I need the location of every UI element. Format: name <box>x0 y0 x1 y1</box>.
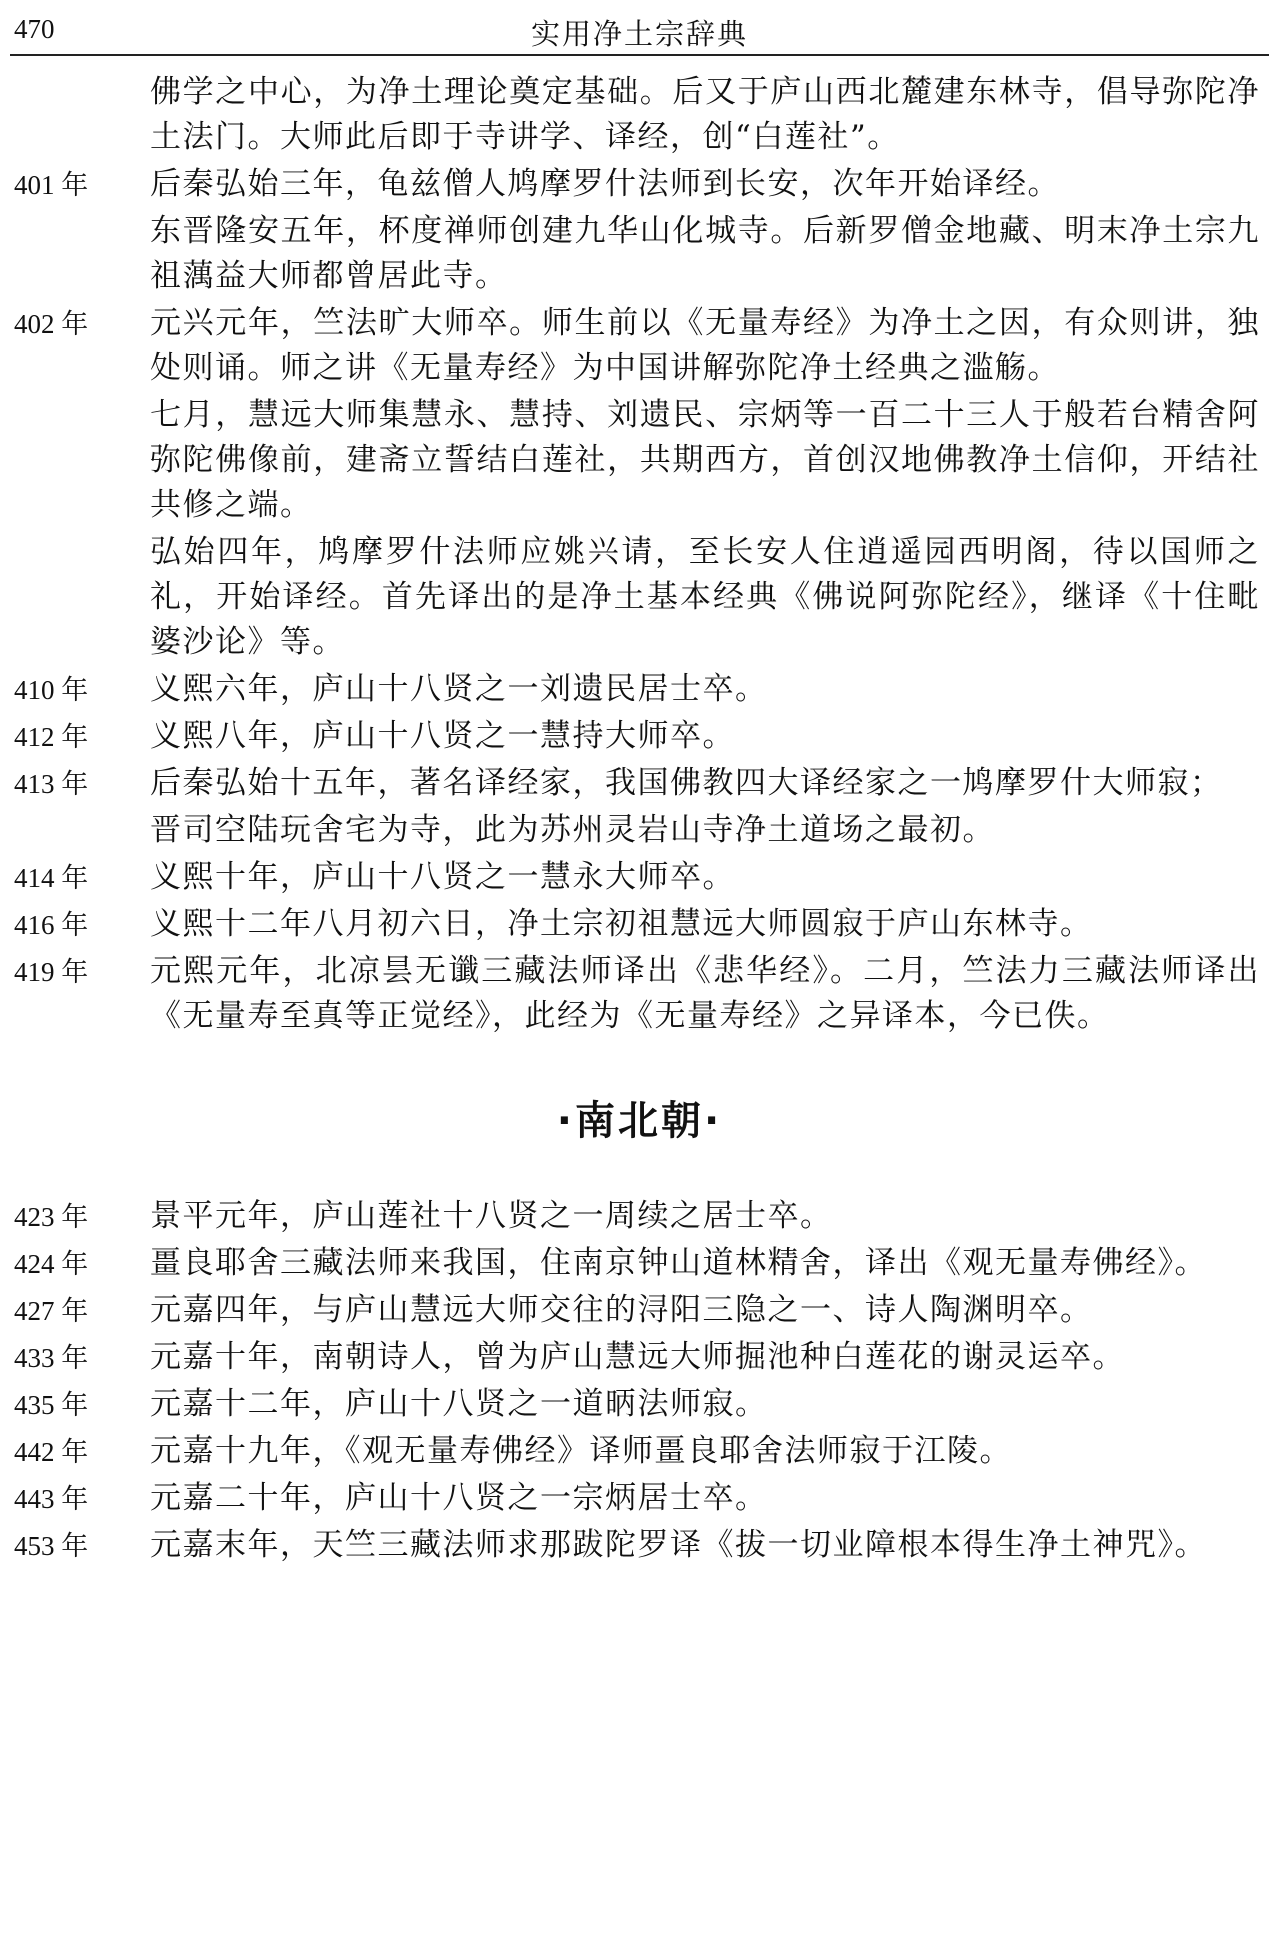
entry-text: 七月，慧远大师集慧永、慧持、刘遗民、宗炳等一百二十三人于般若台精舍阿弥陀佛像前，建斋立誓结白莲社，共期西方，首创汉地佛教净土信仰，开结社共修之端。 <box>150 397 1260 523</box>
entry-text: 元嘉十九年，《观无量寿佛经》译师畺良耶舍法师寂于江陵。 <box>150 1433 1012 1469</box>
chronology-entry <box>0 162 1279 207</box>
entry-year: 433 年 <box>14 1343 89 1373</box>
chronology-entry <box>0 714 1279 759</box>
entries-top <box>0 70 1279 1039</box>
entry-text: 晋司空陆玩舍宅为寺，此为苏州灵岩山寺净土道场之最初。 <box>150 812 995 848</box>
entry-year: 427 年 <box>14 1296 89 1326</box>
chronology-entry <box>0 530 1279 665</box>
chronology-entry <box>0 808 1279 853</box>
chronology-entry <box>0 1523 1279 1568</box>
chronology-entry <box>0 1288 1279 1333</box>
entry-text: 元嘉二十年，庐山十八贤之一宗炳居士卒。 <box>150 1480 768 1516</box>
page-header <box>0 0 1279 60</box>
entry-text: 元熙元年，北凉昙无谶三藏法师译出《悲华经》。二月，竺法力三藏法师译出《无量寿至真等正觉经》，此经为《无量寿经》之异译本，今已佚。 <box>150 953 1260 1034</box>
entry-text: 后秦弘始十五年，著名译经家，我国佛教四大译经家之一鸠摩罗什大师寂； <box>150 765 1223 801</box>
entry-text: 后秦弘始三年，龟兹僧人鸠摩罗什法师到长安，次年开始译经。 <box>150 166 1060 202</box>
entry-year: 442 年 <box>14 1437 89 1467</box>
chronology-entry <box>0 667 1279 712</box>
chronology-entry <box>0 70 1279 160</box>
chronology-entry <box>0 1241 1279 1286</box>
running-title: 实用净土宗辞典 <box>530 17 748 51</box>
entry-year: 413 年 <box>14 769 89 799</box>
chronology-entry <box>0 393 1279 528</box>
chronology-entry <box>0 902 1279 947</box>
entry-text: 弘始四年，鸠摩罗什法师应姚兴请，至长安人住逍遥园西明阁，待以国师之礼，开始译经。首先译出的是净土基本经典《佛说阿弥陀经》，继译《十住毗婆沙论》等。 <box>150 534 1260 660</box>
chronology-entry <box>0 1335 1279 1380</box>
chronology-entry <box>0 1476 1279 1521</box>
chronology-entry <box>0 301 1279 391</box>
page-body <box>0 70 1279 1568</box>
entry-text: 东晋隆安五年，杯度禅师创建九华山化城寺。后新罗僧金地藏、明末净土宗九祖蕅益大师都曾居此寺。 <box>150 213 1260 294</box>
entry-year: 453 年 <box>14 1531 89 1561</box>
entry-year: 435 年 <box>14 1390 89 1420</box>
chronology-entry <box>0 1194 1279 1239</box>
entry-text: 元嘉十年，南朝诗人，曾为庐山慧远大师掘池种白莲花的谢灵运卒。 <box>150 1339 1125 1375</box>
chronology-entry <box>0 761 1279 806</box>
chronology-entry <box>0 209 1279 299</box>
entry-text: 佛学之中心，为净土理论奠定基础。后又于庐山西北麓建东林寺，倡导弥陀净土法门。大师此后即于寺讲学、译经，创“白莲社”。 <box>150 74 1260 155</box>
page-number: 470 <box>14 14 55 44</box>
entry-year: 410 年 <box>14 675 89 705</box>
entry-text: 义熙十二年八月初六日，净土宗初祖慧远大师圆寂于庐山东林寺。 <box>150 906 1093 942</box>
entry-text: 义熙十年，庐山十八贤之一慧永大师卒。 <box>150 859 735 895</box>
entry-year: 416 年 <box>14 910 89 940</box>
entry-year: 401 年 <box>14 170 89 200</box>
entry-year: 419 年 <box>14 957 89 987</box>
chronology-entry <box>0 1429 1279 1474</box>
section-heading: ·南北朝· <box>556 1098 723 1144</box>
entry-text: 元兴元年，竺法旷大师卒。师生前以《无量寿经》为净土之因，有众则讲，独处则诵。师之讲《无量寿经》为中国讲解弥陀净土经典之滥觞。 <box>150 305 1260 386</box>
entry-text: 畺良耶舍三藏法师来我国，住南京钟山道林精舍，译出《观无量寿佛经》。 <box>150 1245 1207 1281</box>
entry-year: 443 年 <box>14 1484 89 1514</box>
entry-year: 424 年 <box>14 1249 89 1279</box>
entries-bottom <box>0 1194 1279 1568</box>
chronology-entry <box>0 855 1279 900</box>
chronology-entry <box>0 1382 1279 1427</box>
entry-text: 元嘉十二年，庐山十八贤之一道昞法师寂。 <box>150 1386 768 1422</box>
entry-text: 义熙八年，庐山十八贤之一慧持大师卒。 <box>150 718 735 754</box>
header-rule <box>10 54 1269 56</box>
entry-year: 402 年 <box>14 309 89 339</box>
entry-text: 义熙六年，庐山十八贤之一刘遗民居士卒。 <box>150 671 768 707</box>
entry-text: 元嘉四年，与庐山慧远大师交往的浔阳三隐之一、诗人陶渊明卒。 <box>150 1292 1093 1328</box>
entry-year: 412 年 <box>14 722 89 752</box>
entry-text: 元嘉末年，天竺三藏法师求那跋陀罗译《拔一切业障根本得生净土神咒》。 <box>150 1527 1207 1563</box>
chronology-entry <box>0 949 1279 1039</box>
entry-year: 414 年 <box>14 863 89 893</box>
entry-year: 423 年 <box>14 1202 89 1232</box>
entry-text: 景平元年，庐山莲社十八贤之一周续之居士卒。 <box>150 1198 833 1234</box>
